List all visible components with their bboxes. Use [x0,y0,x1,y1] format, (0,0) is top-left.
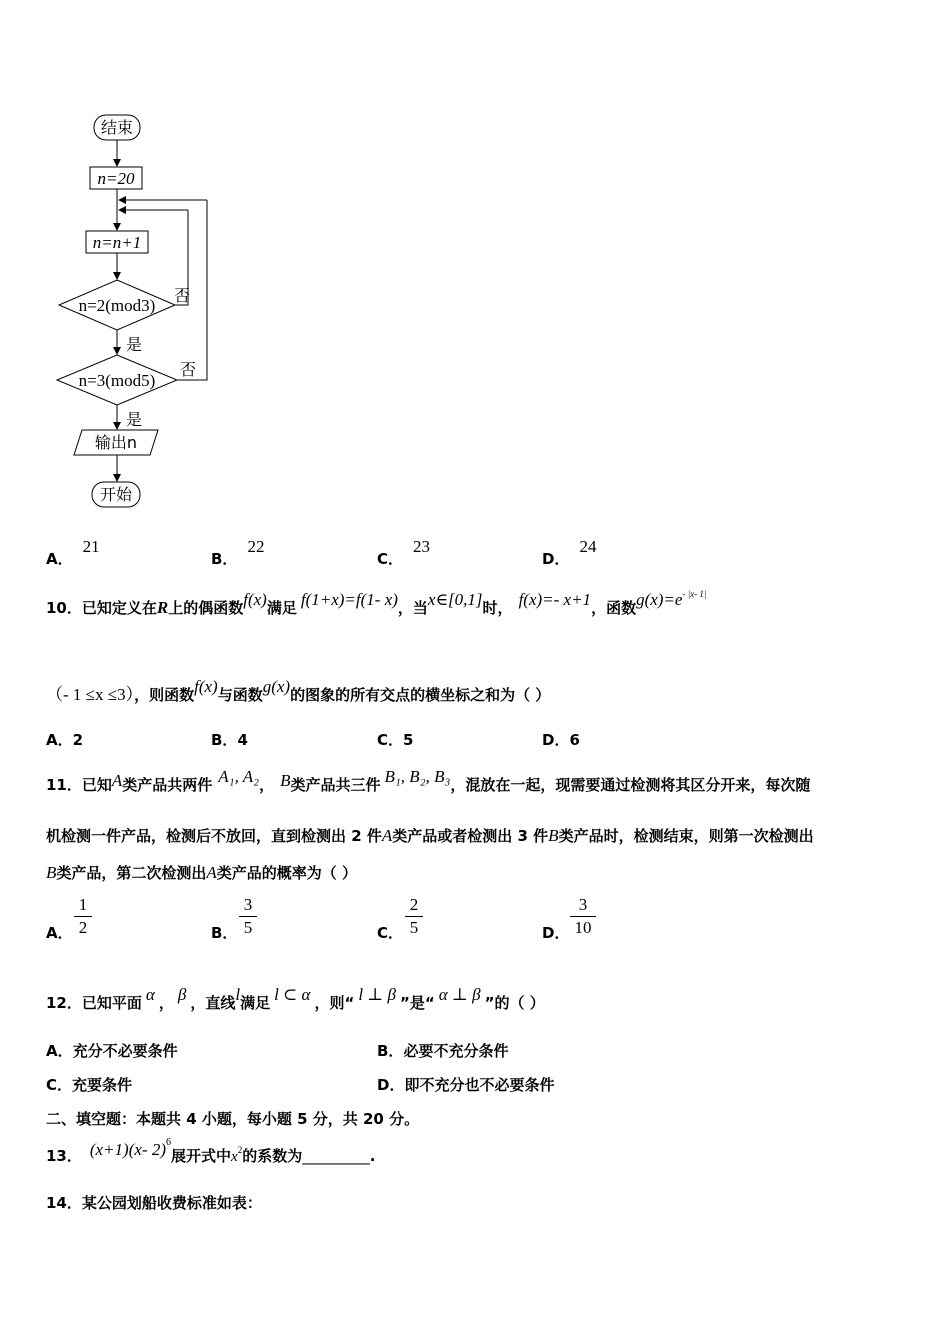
q9-option-c: C．23 [377,537,431,568]
q11-option-b-letter: B． [211,924,238,942]
flowchart [40,105,240,515]
flowchart-cond1: n=2(mod3) [78,296,156,315]
q10-option-a: A．2 [46,731,84,749]
q9-option-d: D．24 [542,537,597,568]
q10-line2: （- 1 ≤x ≤3），则函数f(x)与函数g(x)的图象的所有交点的横坐标之和为（ ） [46,677,551,704]
flowchart-start-label: 开始 [99,485,133,504]
q11-option-d-fraction: 3 10 [570,896,596,937]
q11-option-c-fraction: 2 5 [405,896,423,937]
q10-option-b: B．4 [211,731,248,749]
flowchart-increment: n=n+1 [92,233,142,252]
q11-line1: 11．已知A类产品共两件 A₁, A₂， B类产品共三件 B₁, B₂, B₃，混放在一起，现需要通过检测将其区分开来，每次随 [46,767,811,794]
q10-line1: 10．已知定义在R上的偶函数f(x)满足 f(1+x)=f(1- x)，当x∈[0,1]时， f(x)=- x+1，函数$g(x)=e^{- |x- 1|}$ [46,589,707,617]
q13-stem: 13． (x+1)(x- 2)$^6$展开式中$x^2$的系数为_________. [46,1137,376,1165]
q10-option-d: D．6 [542,731,580,749]
q9-option-a: A．21 [46,537,100,568]
q12-option-d: D．即不充分也不必要条件 [377,1076,555,1094]
q14-stem: 14．某公园划船收费标准如表： [46,1194,262,1212]
q11-line3: B类产品，第二次检测出A类产品的概率为（ ） [46,863,358,882]
flowchart-cond2: n=3(mod5) [78,371,156,390]
flowchart-yes2: 是 [126,410,143,429]
q9-option-b: B．22 [211,537,265,568]
q11-line2: 机检测一件产品，检测后不放回，直到检测出 2 件A类产品或者检测出 3 件B类产品时，检测结束，则第一次检测出 [46,826,814,845]
q9-option-a-value: 21 [82,537,100,556]
q10-option-c: C．5 [377,731,414,749]
flowchart-end-label: 结束 [100,118,134,137]
q12-stem: 12．已知平面 α ， β ，直线l满足 l ⊂ α ，则“ l ⊥ β ”是“ α ⊥ β ”的（ ） [46,985,545,1012]
q12-option-b: B．必要不充分条件 [377,1042,509,1060]
section-2-heading: 二、填空题：本题共 4 小题，每小题 5 分，共 20 分。 [46,1110,420,1128]
flowchart-output: 输出n [94,433,138,452]
q11-option-d-letter: D． [542,924,570,942]
q11-option-b-fraction: 3 5 [239,896,257,937]
q11-option-a-letter: A． [46,924,73,942]
flowchart-no2: 否 [180,360,197,379]
flowchart-no1: 否 [174,286,191,305]
q11-option-c-letter: C． [377,924,404,942]
q9-option-d-value: 24 [579,537,597,556]
flowchart-yes1: 是 [126,335,143,354]
q12-option-a: A．充分不必要条件 [46,1042,178,1060]
q9-option-b-value: 22 [247,537,265,556]
q9-option-c-value: 23 [413,537,431,556]
q11-option-a-fraction: 1 2 [74,896,92,937]
q12-option-c: C．充要条件 [46,1076,133,1094]
flowchart-init: n=20 [97,169,135,188]
